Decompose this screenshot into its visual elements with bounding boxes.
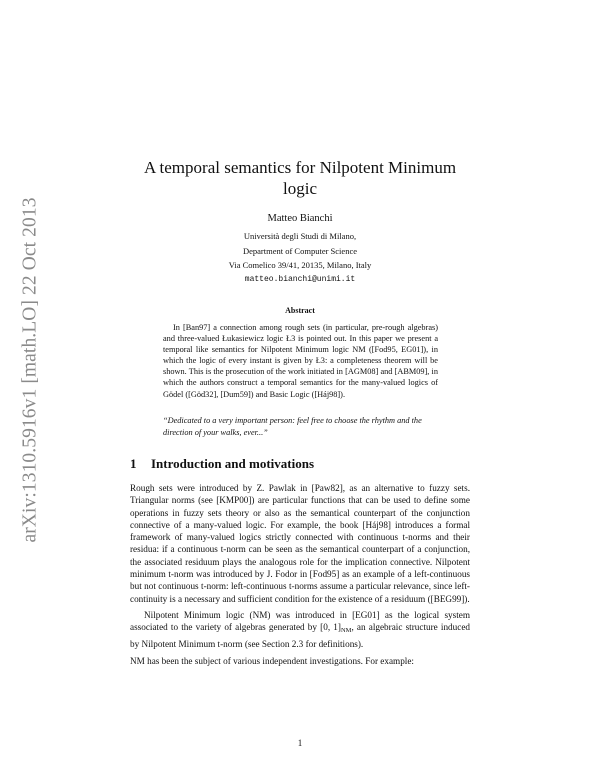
section-heading xyxy=(130,456,314,472)
body-paragraph-3: NM has been the subject of various independent investigations. For example: xyxy=(130,656,414,666)
page-number: 1 xyxy=(297,738,303,748)
unit-interval-subscript: NM xyxy=(340,627,352,635)
affiliation-university: Università degli Studi di Milano, xyxy=(243,231,357,241)
unit-interval: [0, 1] xyxy=(320,622,341,633)
abstract-heading: Abstract xyxy=(285,306,315,315)
paragraph-2-text-a: Nilpotent Minimum logic (NM) was introduced in [EG01] as the logical system associated to the variety of algebras generated by xyxy=(130,610,470,633)
paper-title: A temporal semantics for Nilpotent Minimum logic xyxy=(143,158,457,198)
section-number: 1 xyxy=(130,456,137,471)
arxiv-identifier-text: arXiv:1310.5916v1 [math.LO] 22 Oct 2013 xyxy=(20,197,41,543)
section-title: Introduction and motivations xyxy=(151,456,315,471)
author-email[interactable]: matteo.bianchi@unimi.it xyxy=(244,274,356,284)
affiliation-department: Department of Computer Science xyxy=(242,245,357,256)
affiliation-block xyxy=(0,229,600,287)
paragraph-2-text-b: , an algebraic structure induced by Nilpotent Minimum t-norm (see Section 2.3 for definitions). xyxy=(130,622,470,649)
body-paragraph-1: Rough sets were introduced by Z. Pawlak in [Paw82], as an alternative to fuzzy sets. Triangular norms (see [KMP00]) are particular functions that can be used to define some operations in fuzzy sets theory or also as the semantical counterpart of the conjunction connective of a many-valued logic. For example, the book [Háj98] introduces a formal framework of many-valued logics strictly connected with continuous t-norms and their residua: if a continuous t-norm can be seen as the semantical counterpart of a conjunction, the associated residuum plays the analogous role for the implication connective. Nilpotent minimum t-norm was introduced by J. Fodor in [Fod95] as an example of a left-continuous but not continuous t-norm: left-continuous t-norms assume a particular relevance, since left-continuity is a necessary and sufficient condition for the existence of a residuum ([BEG99]). xyxy=(130,483,470,604)
dedication-quote: “Dedicated to a very important person: feel free to choose the rhythm and the direction of your walks, ever...” xyxy=(163,416,422,437)
affiliation-address: Via Comelico 39/41, 20135, Milano, Italy xyxy=(228,260,372,270)
abstract-text: In [Ban97] a connection among rough sets (in particular, pre-rough algebras) and three-valued Łukasiewicz logic Ł3 is pointed out. In this paper we present a temporal like semantics for Nilpotent Minimum logic NM ([Fod95, EG01]), in which the logic of every instant is given by Ł3: a completeness theorem will be shown. This is the prosecution of the work initiated in [AGM08] and [ABM09], in which the authors construct a temporal semantics for the many-valued logics of Gödel ([Göd32], [Dum59]) and Basic Logic ([Háj98]). xyxy=(163,323,438,399)
body-paragraph-2 xyxy=(130,609,470,650)
author-name: Matteo Bianchi xyxy=(267,213,333,224)
